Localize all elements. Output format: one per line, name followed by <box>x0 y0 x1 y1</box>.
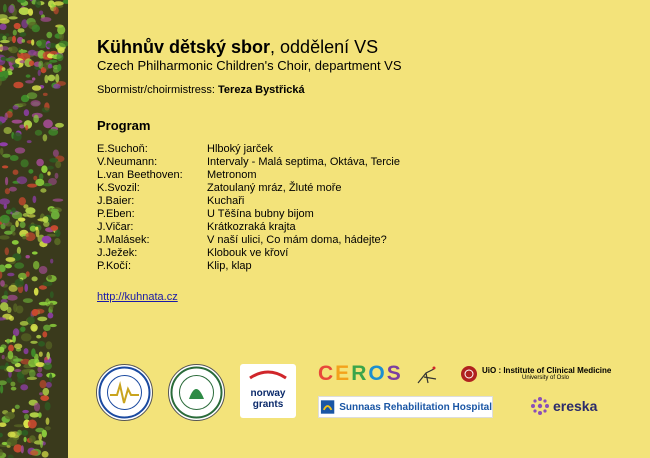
medical-faculty-seal-logo <box>96 364 153 421</box>
ceros-letter: C <box>318 362 336 385</box>
choirmaster-label: Sbormistr/choirmistress: <box>97 84 215 96</box>
composer-name: J.Baier: <box>97 195 135 207</box>
piece-title: Krátkozraká krajta <box>207 221 296 233</box>
piece-title: Klip, klap <box>207 260 252 272</box>
sunnaas-icon <box>319 398 336 416</box>
piece-title: Hlboký jarček <box>207 143 274 155</box>
program-row <box>97 260 400 273</box>
norway-grants-logo <box>240 364 296 418</box>
program-row <box>97 169 400 182</box>
composer-name: L.van Beethoven: <box>97 169 183 181</box>
title-bold: Kühnův dětský sbor <box>97 37 271 57</box>
composer-name: J.Malásek: <box>97 234 150 246</box>
program-row <box>97 182 400 195</box>
program-row <box>97 208 400 221</box>
choirmaster-line <box>97 83 637 97</box>
main-content <box>97 37 637 273</box>
piece-title: Klobouk ve křoví <box>207 247 289 259</box>
page-title <box>97 37 637 58</box>
program-row <box>97 247 400 260</box>
website-link[interactable]: http://kuhnata.cz <box>97 291 178 303</box>
ceros-letter: R <box>351 362 369 385</box>
piece-title: Kuchaři <box>207 195 245 207</box>
sunnaas-text: Sunnaas Rehabilitation Hospital <box>339 401 492 413</box>
choirmaster-name: Tereza Bystřická <box>218 84 305 96</box>
title-rest: , oddělení VS <box>270 37 379 57</box>
composer-name: P.Eben: <box>97 208 135 220</box>
ereska-text: ereska <box>553 398 598 414</box>
piece-title: Zatoulaný mráz, Žluté moře <box>207 182 342 194</box>
ceros-letter: S <box>386 362 403 385</box>
ereska-logo <box>530 396 597 416</box>
microscopy-image <box>0 0 68 458</box>
piece-title: Intervaly - Malá septima, Oktáva, Tercie <box>207 156 400 168</box>
program-table <box>97 143 400 273</box>
program-row <box>97 234 400 247</box>
norway-text: norway <box>250 388 286 399</box>
program-row <box>97 221 400 234</box>
ceros-letter: O <box>368 362 387 385</box>
ceros-letter: E <box>335 362 352 385</box>
piece-title: V naší ulici, Co mám doma, hádejte? <box>207 234 387 246</box>
uio-text: UiO : Institute of Clinical Medicine <box>482 366 612 375</box>
charles-university-seal-logo <box>168 364 225 421</box>
composer-name: J.Vičar: <box>97 221 134 233</box>
program-row <box>97 195 400 208</box>
grants-text: grants <box>252 399 284 410</box>
uio-logo <box>460 365 611 383</box>
composer-name: J.Ježek: <box>97 247 138 259</box>
program-row <box>97 143 400 156</box>
composer-name: E.Suchoň: <box>97 143 148 155</box>
program-heading: Program <box>97 118 151 133</box>
program-row <box>97 156 400 169</box>
page-subtitle: Czech Philharmonic Children's Choir, department VS <box>97 58 402 73</box>
dancer-icon <box>414 365 440 392</box>
sunnaas-logo <box>318 396 493 418</box>
composer-name: K.Svozil: <box>97 182 140 194</box>
ereska-flower-icon <box>530 396 550 416</box>
composer-name: V.Neumann: <box>97 156 158 168</box>
piece-title: U Těšína bubny bijom <box>207 208 314 220</box>
decorative-image-strip <box>0 0 68 458</box>
ceros-logo <box>318 362 403 386</box>
uio-subtext: University of Oslo <box>522 375 570 381</box>
uio-seal-icon <box>460 365 478 383</box>
composer-name: P.Kočí: <box>97 260 132 272</box>
piece-title: Metronom <box>207 169 257 181</box>
